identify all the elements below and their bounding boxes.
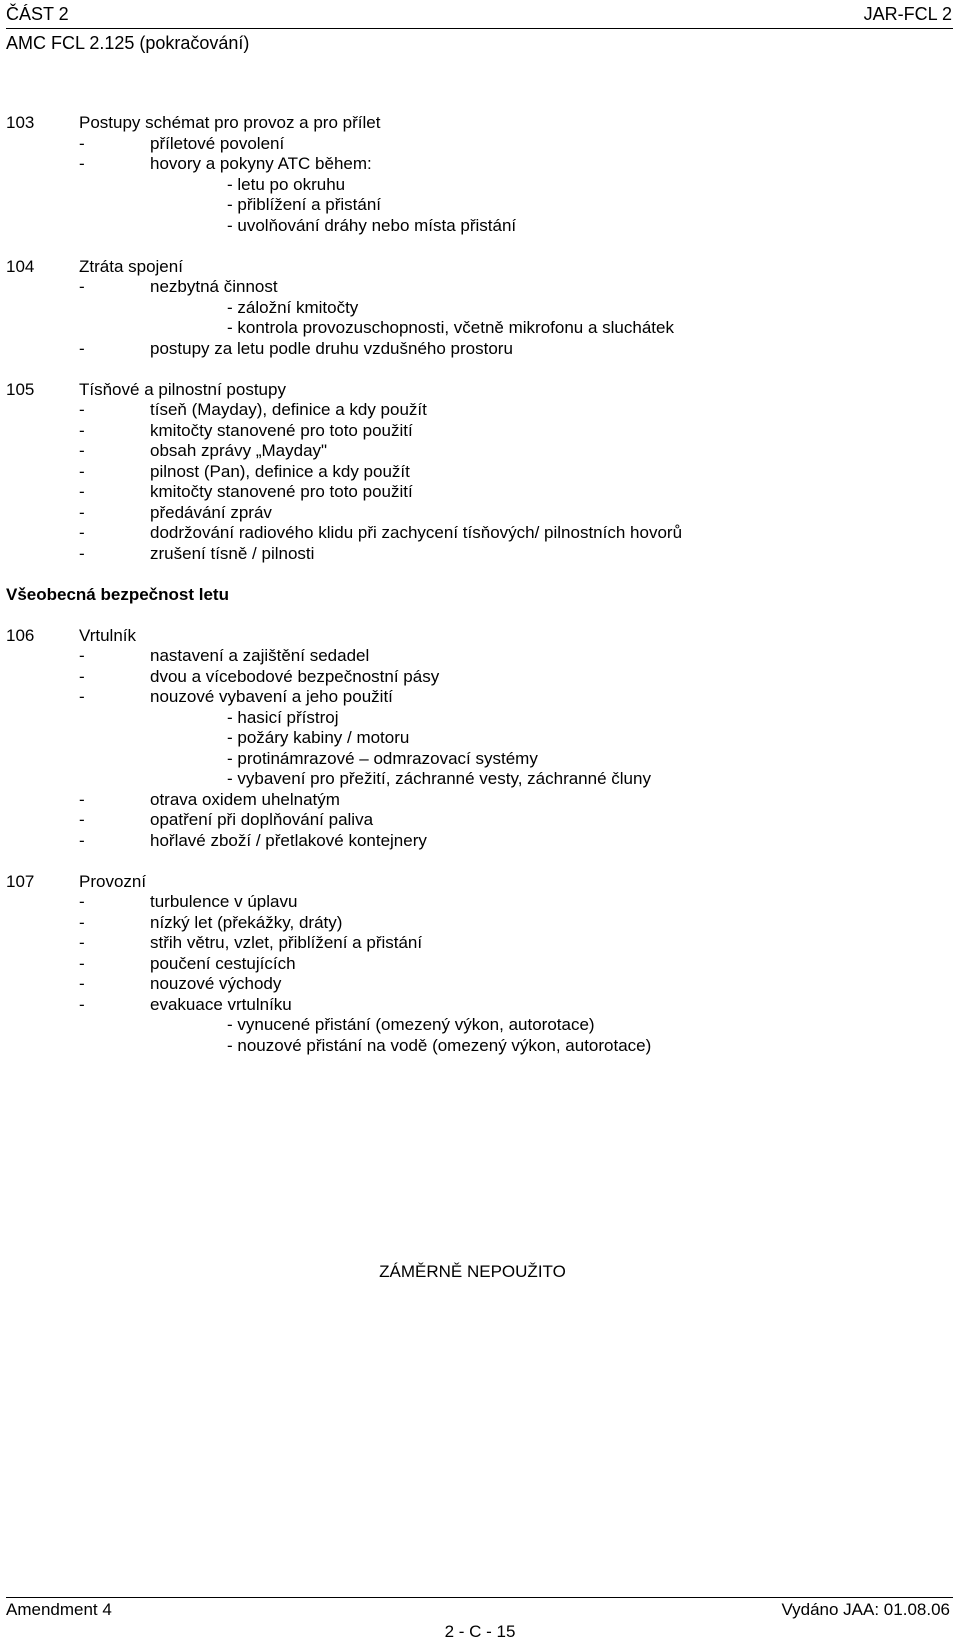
intentionally-blank-note: ZÁMĚRNĚ NEPOUŽITO: [379, 1262, 566, 1281]
sub-list-item: - hasicí přístroj: [227, 708, 339, 727]
list-item: evakuace vrtulníku: [150, 995, 292, 1014]
list-dash: -: [79, 134, 85, 153]
list-item: nastavení a zajištění sedadel: [150, 646, 370, 665]
list-dash: -: [79, 544, 85, 563]
header-doc-code: JAR-FCL 2: [863, 4, 952, 24]
section-title: Vrtulník: [79, 626, 137, 645]
list-item: otrava oxidem uhelnatým: [150, 790, 340, 809]
section-title: Provozní: [79, 872, 147, 891]
list-item: příletové povolení: [150, 134, 285, 153]
list-dash: -: [79, 687, 85, 706]
section-number: 107: [6, 872, 35, 891]
list-item: zrušení tísně / pilnosti: [150, 544, 315, 563]
sub-list-item: - nouzové přistání na vodě (omezený výkon, autorotace): [227, 1036, 652, 1055]
list-dash: -: [79, 503, 85, 522]
list-dash: -: [79, 277, 85, 296]
list-item: nouzové východy: [150, 974, 282, 993]
list-item: nízký let (překážky, dráty): [150, 913, 343, 932]
list-item: opatření při doplňování paliva: [150, 810, 374, 829]
list-item: hovory a pokyny ATC během:: [150, 154, 372, 173]
sub-list-item: - přiblížení a přistání: [227, 195, 382, 214]
section-number: 104: [6, 257, 35, 276]
section-title: Tísňové a pilnostní postupy: [79, 380, 286, 399]
section-number: 106: [6, 626, 35, 645]
footer-issue-date: Vydáno JAA: 01.08.06: [781, 1600, 950, 1619]
sub-list-item: - vybavení pro přežití, záchranné vesty, záchranné čluny: [227, 769, 651, 788]
header-subtitle: AMC FCL 2.125 (pokračování): [6, 33, 250, 53]
page-number: 2 - C - 15: [444, 1622, 516, 1641]
list-dash: -: [79, 995, 85, 1014]
list-item: dvou a vícebodové bezpečnostní pásy: [150, 667, 440, 686]
header-rule: [6, 28, 953, 29]
list-dash: -: [79, 667, 85, 686]
list-dash: -: [79, 400, 85, 419]
sub-list-item: - požáry kabiny / motoru: [227, 728, 410, 747]
list-dash: -: [79, 954, 85, 973]
list-dash: -: [79, 462, 85, 481]
section-title: Ztráta spojení: [79, 257, 183, 276]
list-dash: -: [79, 421, 85, 440]
list-dash: -: [79, 810, 85, 829]
list-dash: -: [79, 974, 85, 993]
list-item: nouzové vybavení a jeho použití: [150, 687, 393, 706]
list-dash: -: [79, 482, 85, 501]
list-item: střih větru, vzlet, přiblížení a přistání: [150, 933, 423, 952]
header-part: ČÁST 2: [6, 4, 69, 24]
list-dash: -: [79, 339, 85, 358]
list-dash: -: [79, 441, 85, 460]
list-item: předávání zpráv: [150, 503, 272, 522]
sub-list-item: - kontrola provozuschopnosti, včetně mikrofonu a sluchátek: [227, 318, 674, 337]
list-dash: -: [79, 154, 85, 173]
list-item: hořlavé zboží / přetlakové kontejnery: [150, 831, 427, 850]
footer-amendment: Amendment 4: [6, 1600, 112, 1619]
footer-rule: [6, 1597, 953, 1598]
list-dash: -: [79, 933, 85, 952]
sub-list-item: - vynucené přistání (omezený výkon, autorotace): [227, 1015, 595, 1034]
list-item: poučení cestujících: [150, 954, 296, 973]
list-item: kmitočty stanovené pro toto použití: [150, 482, 413, 501]
list-dash: -: [79, 831, 85, 850]
list-item: dodržování radiového klidu při zachycení tísňových/ pilnostních hovorů: [150, 523, 683, 542]
sub-list-item: - uvolňování dráhy nebo místa přistání: [227, 216, 517, 235]
list-item: pilnost (Pan), definice a kdy použít: [150, 462, 410, 481]
list-dash: -: [79, 913, 85, 932]
list-item: nezbytná činnost: [150, 277, 278, 296]
section-number: 105: [6, 380, 35, 399]
section-title: Postupy schémat pro provoz a pro přílet: [79, 113, 381, 132]
list-item: obsah zprávy „Mayday": [150, 441, 328, 460]
section-heading: Všeobecná bezpečnost letu: [6, 585, 229, 604]
list-item: turbulence v úplavu: [150, 892, 298, 911]
sub-list-item: - záložní kmitočty: [227, 298, 359, 317]
sub-list-item: - letu po okruhu: [227, 175, 346, 194]
section-number: 103: [6, 113, 35, 132]
list-dash: -: [79, 790, 85, 809]
list-dash: -: [79, 646, 85, 665]
list-item: postupy za letu podle druhu vzdušného prostoru: [150, 339, 513, 358]
list-dash: -: [79, 892, 85, 911]
list-dash: -: [79, 523, 85, 542]
sub-list-item: - protinámrazové – odmrazovací systémy: [227, 749, 538, 768]
list-item: kmitočty stanovené pro toto použití: [150, 421, 413, 440]
list-item: tíseň (Mayday), definice a kdy použít: [150, 400, 427, 419]
